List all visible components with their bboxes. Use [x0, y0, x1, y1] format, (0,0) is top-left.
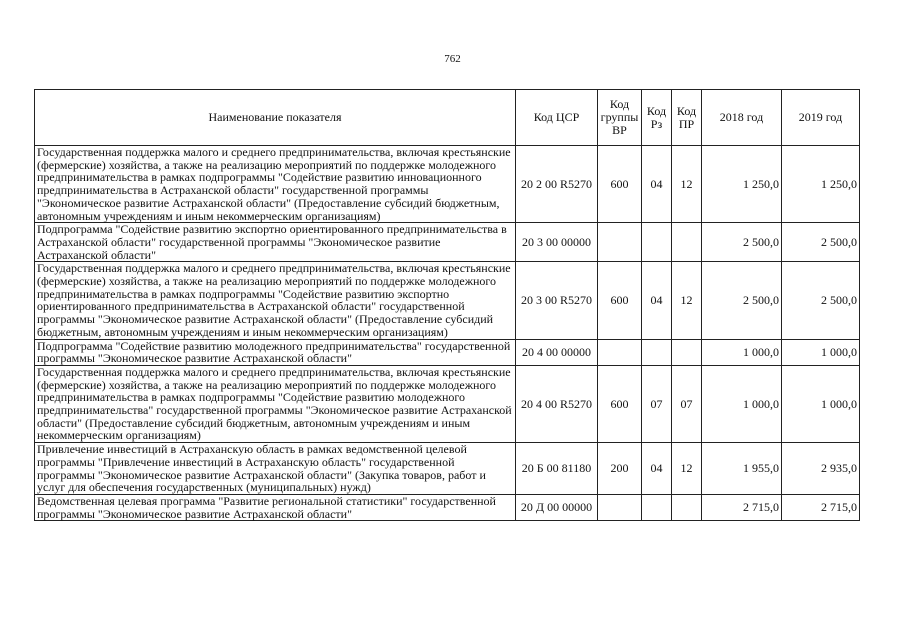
row-2018: 1 955,0 [702, 443, 782, 495]
row-name: Подпрограмма "Содействие развитию молодежного предпринимательства" государственной программы "Экономическое развитие Астраханской области" [35, 339, 516, 365]
row-rz: 04 [642, 443, 672, 495]
header-csr: Код ЦСР [516, 90, 598, 146]
row-2019: 2 715,0 [782, 494, 860, 520]
row-csr: 20 4 00 00000 [516, 339, 598, 365]
row-2019: 1 000,0 [782, 339, 860, 365]
row-rz: 07 [642, 365, 672, 442]
row-rz [642, 339, 672, 365]
header-2019: 2019 год [782, 90, 860, 146]
row-vr: 600 [598, 146, 642, 223]
table-row [35, 146, 860, 223]
row-name: Государственная поддержка малого и среднего предпринимательства, включая крестьянские (фермерские) хозяйства, а также на реализацию мероприятий по поддержке молодежного предпринимательства в рамках подпрограммы "Содействие развитию молодежного предпринимательства" государственной программы "Экономическое развитие Астраханской области" (Предоставление субсидий бюджетным, автономным учреждениям и иным некоммерческим организациям) [35, 365, 516, 442]
row-csr: 20 4 00 R5270 [516, 365, 598, 442]
row-name: Подпрограмма "Содействие развитию экспортно ориентированного предпринимательства в Астраханской области" государственной программы "Экономическое развитие Астраханской области" [35, 223, 516, 262]
table-header-row [35, 90, 860, 146]
row-2019: 2 935,0 [782, 443, 860, 495]
row-pr: 12 [672, 443, 702, 495]
header-name: Наименование показателя [35, 90, 516, 146]
row-vr [598, 223, 642, 262]
table-row [35, 443, 860, 495]
table-row [35, 365, 860, 442]
row-2019: 2 500,0 [782, 262, 860, 339]
table-row [35, 262, 860, 339]
row-pr [672, 339, 702, 365]
row-2019: 2 500,0 [782, 223, 860, 262]
table-row [35, 339, 860, 365]
row-rz: 04 [642, 262, 672, 339]
row-rz [642, 494, 672, 520]
row-name: Государственная поддержка малого и среднего предпринимательства, включая крестьянские (фермерские) хозяйства, а также на реализацию мероприятий по поддержке молодежного предпринимательства в рамках подпрограммы "Содействие развитию экспортно ориентированного предпринимательства в Астраханской области" государственной программы "Экономическое развитие Астраханской области" (Предоставление субсидий бюджетным, автономным учреждениям и иным некоммерческим организациям) [35, 262, 516, 339]
row-rz: 04 [642, 146, 672, 223]
row-vr [598, 339, 642, 365]
row-pr: 12 [672, 262, 702, 339]
row-pr: 12 [672, 146, 702, 223]
budget-table [34, 89, 860, 521]
header-pr: Код ПР [672, 90, 702, 146]
header-vr: Код группы ВР [598, 90, 642, 146]
row-vr [598, 494, 642, 520]
header-2018: 2018 год [702, 90, 782, 146]
table-row [35, 223, 860, 262]
row-csr: 20 Д 00 00000 [516, 494, 598, 520]
row-name: Ведомственная целевая программа "Развитие региональной статистики" государственной программы "Экономическое развитие Астраханской области" [35, 494, 516, 520]
row-vr: 600 [598, 262, 642, 339]
row-csr: 20 2 00 R5270 [516, 146, 598, 223]
row-2019: 1 000,0 [782, 365, 860, 442]
row-2018: 2 715,0 [702, 494, 782, 520]
table-row [35, 494, 860, 520]
header-rz: Код Рз [642, 90, 672, 146]
row-pr: 07 [672, 365, 702, 442]
row-name: Привлечение инвестиций в Астраханскую область в рамках ведомственной целевой программы "Привлечение инвестиций в Астраханскую область" государственной программы "Экономическое развитие Астраханской области" (Закупка товаров, работ и услуг для обеспечения государственных (муниципальных) нужд) [35, 443, 516, 495]
row-vr: 600 [598, 365, 642, 442]
row-2018: 1 250,0 [702, 146, 782, 223]
row-pr [672, 494, 702, 520]
row-csr: 20 3 00 00000 [516, 223, 598, 262]
row-2018: 2 500,0 [702, 223, 782, 262]
row-2019: 1 250,0 [782, 146, 860, 223]
row-csr: 20 Б 00 81180 [516, 443, 598, 495]
page-number: 762 [444, 53, 461, 65]
row-rz [642, 223, 672, 262]
row-vr: 200 [598, 443, 642, 495]
row-name: Государственная поддержка малого и среднего предпринимательства, включая крестьянские (фермерские) хозяйства, а также на реализацию мероприятий по поддержке молодежного предпринимательства в рамках подпрограммы "Содействие развитию инновационного предпринимательства в Астраханской области" государственной программы "Экономическое развитие Астраханской области" (Предоставление субсидий бюджетным, автономным учреждениям и иным некоммерческим организациям) [35, 146, 516, 223]
row-pr [672, 223, 702, 262]
row-2018: 1 000,0 [702, 365, 782, 442]
row-csr: 20 3 00 R5270 [516, 262, 598, 339]
row-2018: 1 000,0 [702, 339, 782, 365]
row-2018: 2 500,0 [702, 262, 782, 339]
